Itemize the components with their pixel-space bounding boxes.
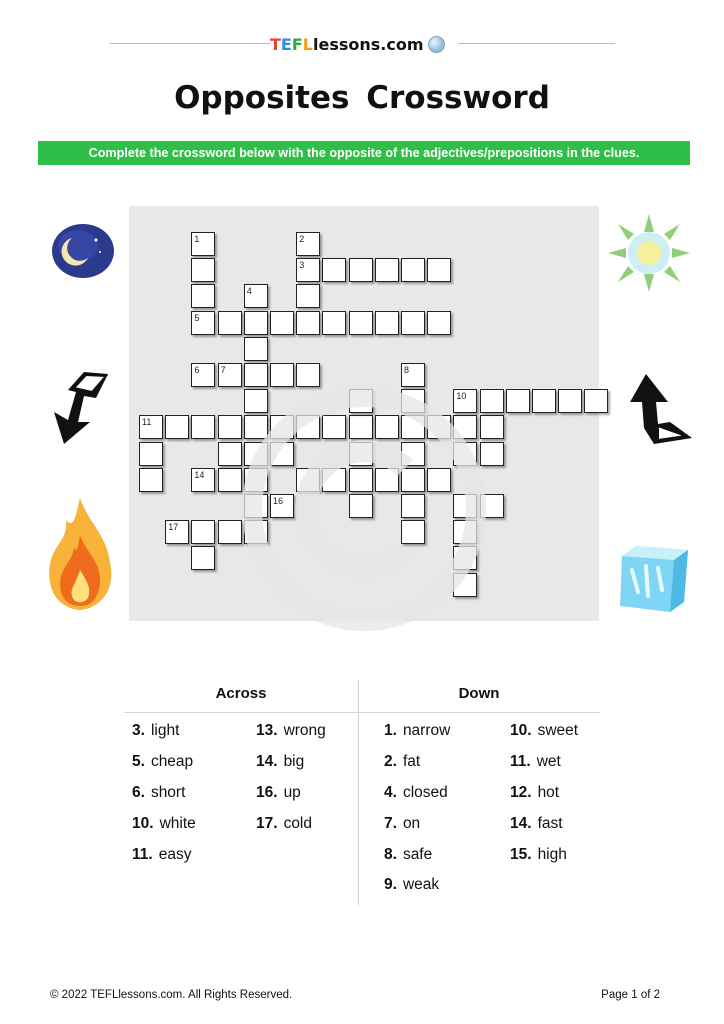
ice-cube-icon xyxy=(618,544,690,614)
crossword-cell[interactable] xyxy=(296,415,320,439)
crossword-cell[interactable] xyxy=(349,415,373,439)
crossword-cell[interactable] xyxy=(322,468,346,492)
clue-word: short xyxy=(150,784,186,801)
logo-letter-t: T xyxy=(270,34,281,54)
clue-number-4: 4 xyxy=(246,286,252,297)
arrow-down-icon xyxy=(48,368,114,446)
clue-number: 3. xyxy=(132,722,145,739)
header-rule-left xyxy=(110,43,270,44)
clue-word: safe xyxy=(402,846,433,863)
down-clue-15 xyxy=(510,846,567,864)
crossword-cell[interactable] xyxy=(349,311,373,335)
crossword-cell[interactable] xyxy=(270,363,294,387)
clue-number: 15. xyxy=(510,846,532,863)
crossword-cell[interactable] xyxy=(218,442,242,466)
across-clue-3 xyxy=(132,722,179,740)
clue-number: 11. xyxy=(510,753,531,770)
crossword-cell[interactable] xyxy=(532,389,556,413)
crossword-cell[interactable] xyxy=(322,311,346,335)
crossword-cell[interactable] xyxy=(191,546,215,570)
crossword-cell[interactable] xyxy=(453,546,477,570)
clue-number: 6. xyxy=(132,784,145,801)
logo-letter-f: F xyxy=(291,34,303,54)
across-clue-6 xyxy=(132,784,185,802)
clue-number-5: 5 xyxy=(194,312,200,323)
clue-word: light xyxy=(150,722,180,739)
clue-word: up xyxy=(283,784,301,801)
clue-word: sweet xyxy=(537,722,579,739)
crossword-cell[interactable] xyxy=(191,284,215,308)
crossword-cell[interactable] xyxy=(244,363,268,387)
clue-number: 9. xyxy=(384,876,397,893)
clue-number: 2. xyxy=(384,753,397,770)
crossword-cell[interactable] xyxy=(401,258,425,282)
crossword-cell[interactable] xyxy=(218,520,242,544)
across-clue-11 xyxy=(132,846,191,864)
crossword-cell[interactable] xyxy=(322,258,346,282)
clue-number: 17. xyxy=(256,815,278,832)
crossword-cell[interactable] xyxy=(453,573,477,597)
clue-number-10: 10 xyxy=(456,391,467,402)
globe-icon xyxy=(428,36,445,53)
crossword-cell[interactable] xyxy=(401,468,425,492)
clue-number: 11. xyxy=(132,846,153,863)
clue-number: 1. xyxy=(384,722,397,739)
clue-number-6: 6 xyxy=(194,365,200,375)
crossword-cell[interactable] xyxy=(427,468,451,492)
crossword-cell[interactable] xyxy=(191,415,215,439)
clue-word: on xyxy=(402,815,421,832)
clue-number: 8. xyxy=(384,846,397,863)
crossword-cell[interactable] xyxy=(191,520,215,544)
crossword-cell[interactable] xyxy=(296,311,320,335)
crossword-cell[interactable] xyxy=(270,415,294,439)
crossword-cell[interactable] xyxy=(349,468,373,492)
across-clue-16 xyxy=(256,784,301,802)
crossword-cell[interactable] xyxy=(453,494,477,518)
crossword-cell[interactable] xyxy=(191,258,215,282)
crossword-cell[interactable] xyxy=(427,415,451,439)
clue-number: 16. xyxy=(256,784,278,801)
sun-icon xyxy=(606,212,692,294)
crossword-cell[interactable] xyxy=(453,520,477,544)
clue-word: high xyxy=(537,846,567,863)
crossword-cell[interactable] xyxy=(480,415,504,439)
crossword-cell[interactable] xyxy=(244,442,268,466)
clue-number-11: 11 xyxy=(142,417,152,428)
logo-text: lessons.com xyxy=(313,34,424,54)
crossword-cell[interactable] xyxy=(480,389,504,413)
clue-word: narrow xyxy=(402,722,451,739)
crossword-cell[interactable] xyxy=(165,415,189,439)
clue-word: fat xyxy=(402,753,421,770)
clue-number: 5. xyxy=(132,753,145,770)
down-clue-12 xyxy=(510,784,559,802)
arrow-up-icon xyxy=(628,372,694,448)
down-clue-9 xyxy=(384,876,439,894)
crossword-cell[interactable] xyxy=(218,311,242,335)
clue-word: hot xyxy=(537,784,560,801)
clue-number: 10. xyxy=(132,815,154,832)
across-clue-13 xyxy=(256,722,326,740)
across-heading: Across xyxy=(215,685,267,702)
crossword-cell[interactable] xyxy=(349,389,373,413)
clue-word: fast xyxy=(537,815,563,832)
crossword-cell[interactable] xyxy=(244,337,268,361)
crossword-cell[interactable] xyxy=(427,311,451,335)
fire-icon xyxy=(44,496,116,614)
clue-word: wet xyxy=(536,753,561,770)
crossword-cell[interactable] xyxy=(584,389,608,413)
crossword-cell[interactable] xyxy=(244,520,268,544)
crossword-cell[interactable] xyxy=(375,415,399,439)
across-clue-14 xyxy=(256,753,304,771)
clue-header-rule xyxy=(124,712,600,713)
clue-word: easy xyxy=(158,846,192,863)
crossword-cell[interactable] xyxy=(480,494,504,518)
crossword-cell[interactable] xyxy=(558,389,582,413)
down-clue-10 xyxy=(510,722,578,740)
crossword-cell[interactable] xyxy=(296,284,320,308)
header-rule-right xyxy=(458,43,615,44)
crossword-cell[interactable] xyxy=(453,415,477,439)
crossword-cell[interactable] xyxy=(349,442,373,466)
clue-number: 10. xyxy=(510,722,532,739)
clue-word: wrong xyxy=(283,722,326,739)
across-clue-17 xyxy=(256,815,312,833)
crossword-cell[interactable] xyxy=(349,258,373,282)
clue-number-14: 14 xyxy=(194,469,205,480)
across-clue-10 xyxy=(132,815,196,833)
clue-number: 4. xyxy=(384,784,397,801)
crossword-cell[interactable] xyxy=(296,468,320,492)
down-heading: Down xyxy=(458,685,500,702)
clue-word: cheap xyxy=(150,753,194,770)
clue-number: 14. xyxy=(510,815,532,832)
clue-word: weak xyxy=(402,876,440,893)
clue-number-2: 2 xyxy=(299,234,305,244)
instructions-banner: Complete the crossword below with the opposite of the adjectives/prepositions in the clues. xyxy=(38,141,690,165)
clue-number-3: 3 xyxy=(299,260,305,271)
across-clue-5 xyxy=(132,753,193,771)
clue-word: white xyxy=(159,815,196,832)
crossword-cell[interactable] xyxy=(375,258,399,282)
footer-copyright: © 2022 TEFLlessons.com. All Rights Reserved. xyxy=(50,989,293,1001)
crossword-cell[interactable] xyxy=(270,442,294,466)
crossword-cell[interactable] xyxy=(139,468,163,492)
down-clue-8 xyxy=(384,846,432,864)
crossword-cell[interactable] xyxy=(506,389,530,413)
crossword-cell[interactable] xyxy=(244,415,268,439)
crossword-cell[interactable] xyxy=(401,415,425,439)
clue-number-17: 17 xyxy=(168,522,179,533)
down-clue-4 xyxy=(384,784,448,802)
down-clue-2 xyxy=(384,753,420,771)
logo-letter-l: L xyxy=(302,34,313,54)
crossword-cell[interactable] xyxy=(401,442,425,466)
down-clue-11 xyxy=(510,753,561,771)
clue-number: 13. xyxy=(256,722,278,739)
clue-number: 12. xyxy=(510,784,532,801)
crossword-cell[interactable] xyxy=(401,520,425,544)
crossword-cell[interactable] xyxy=(244,494,268,518)
crossword-cell[interactable] xyxy=(244,468,268,492)
down-clue-7 xyxy=(384,815,420,833)
crossword-cell[interactable] xyxy=(401,311,425,335)
clue-divider xyxy=(358,680,359,905)
clue-number-16: 16 xyxy=(273,496,284,506)
crossword-cell[interactable] xyxy=(139,442,163,466)
moon-icon xyxy=(50,222,116,280)
crossword-cell[interactable] xyxy=(401,494,425,518)
crossword-cell[interactable] xyxy=(401,389,425,413)
footer-page-number: Page 1 of 2 xyxy=(601,989,660,1001)
crossword-cell[interactable] xyxy=(296,363,320,387)
clue-number: 7. xyxy=(384,815,397,832)
crossword-cell[interactable] xyxy=(349,494,373,518)
crossword-cell[interactable] xyxy=(427,258,451,282)
clue-number-1: 1 xyxy=(194,234,200,244)
clue-number: 14. xyxy=(256,753,278,770)
clue-word: closed xyxy=(402,784,448,801)
crossword-cell[interactable] xyxy=(244,389,268,413)
clue-word: cold xyxy=(283,815,312,832)
crossword-cell[interactable] xyxy=(218,415,242,439)
crossword-cell[interactable] xyxy=(218,468,242,492)
down-clue-1 xyxy=(384,722,450,740)
page-title: Opposites Crossword xyxy=(174,80,550,116)
crossword-cell[interactable] xyxy=(480,442,504,466)
crossword-cell[interactable] xyxy=(375,311,399,335)
logo-letter-e: E xyxy=(280,34,292,54)
crossword-cell[interactable] xyxy=(322,415,346,439)
crossword-cell[interactable] xyxy=(375,468,399,492)
clue-number-8: 8 xyxy=(404,365,410,375)
crossword-cell[interactable] xyxy=(270,311,294,335)
down-clue-14 xyxy=(510,815,563,833)
crossword-cell[interactable] xyxy=(244,311,268,335)
crossword-cell[interactable] xyxy=(453,442,477,466)
clue-number-7: 7 xyxy=(220,365,226,375)
clue-word: big xyxy=(283,753,305,770)
brand-logo xyxy=(270,32,460,56)
